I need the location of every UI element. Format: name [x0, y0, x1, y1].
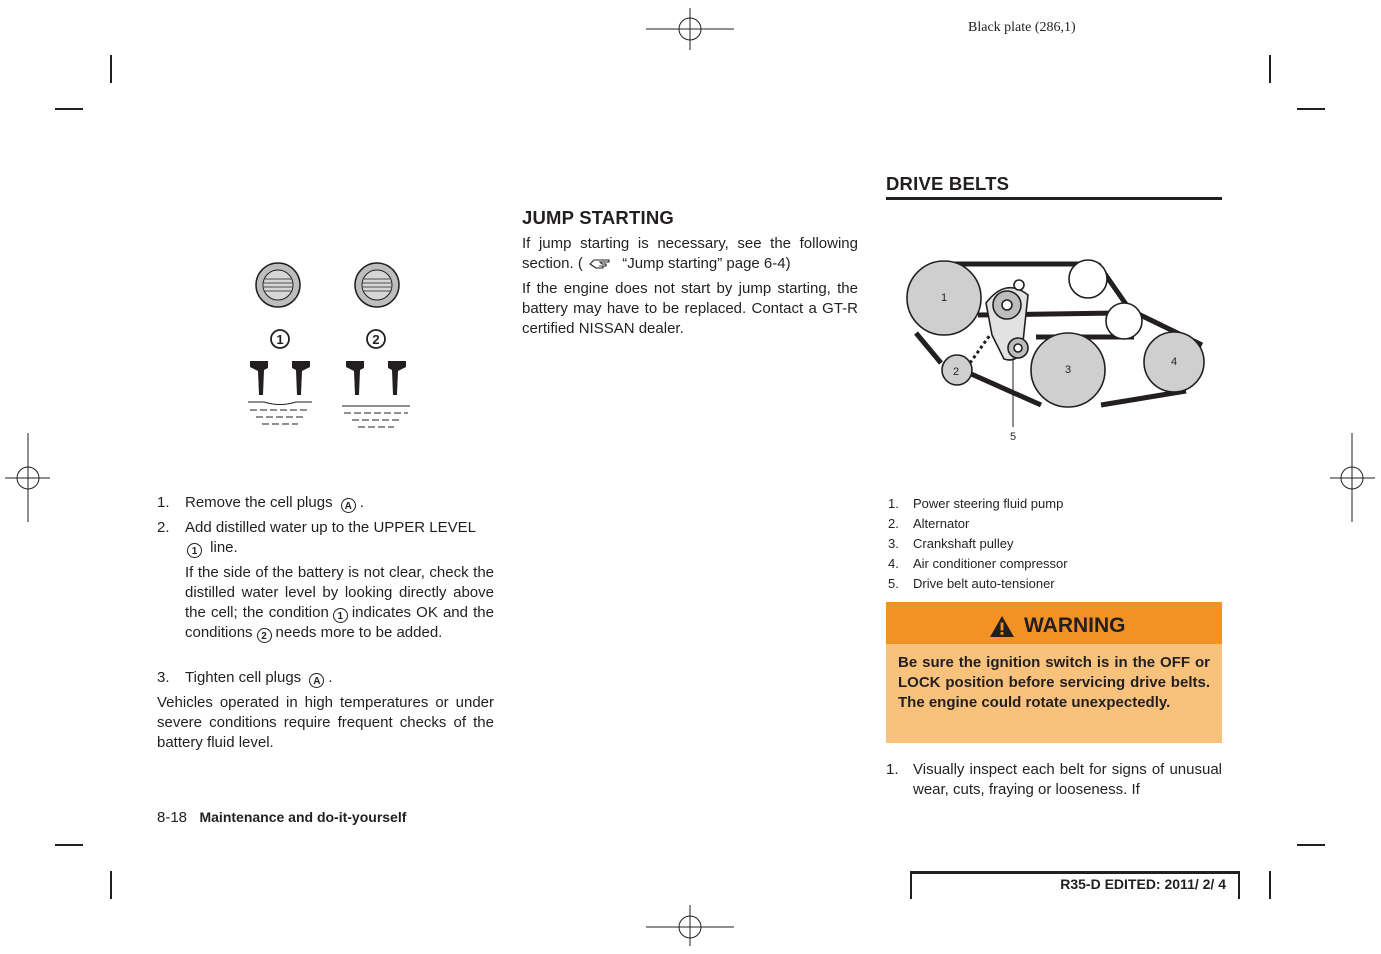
legend-text: Crankshaft pulley — [913, 536, 1014, 551]
condition-label-2: 2 — [372, 332, 380, 347]
step-number: 1. — [886, 761, 899, 778]
step-text: Add distilled water up to the UPPER LEVEL — [185, 519, 476, 536]
warning-triangle-icon — [989, 615, 1015, 638]
cell-plug-icon — [256, 263, 300, 307]
heading-rule — [886, 197, 1222, 200]
legend-text: Alternator — [913, 516, 970, 531]
step-2-note — [185, 563, 494, 668]
step-2 — [157, 518, 494, 563]
step-number: 2. — [157, 519, 170, 536]
diagram-label-4: 4 — [1170, 356, 1178, 368]
legend-item — [888, 554, 1222, 574]
legend-item — [888, 514, 1222, 534]
note-text: If the side of the battery is not clear, check the distilled water level by looking directly above the cell; the condition — [185, 564, 494, 621]
step-text: Tighten cell plugs — [185, 669, 302, 686]
edit-stamp: R35-D EDITED: 2011/ 2/ 4 — [1060, 876, 1226, 892]
step-number: 3. — [157, 669, 170, 686]
step-number: 1. — [157, 494, 170, 511]
symbol-2-icon: 2 — [257, 628, 272, 643]
page-footer — [157, 809, 406, 827]
closing-paragraph: Vehicles operated in high temperatures or under severe conditions require frequent checks of the battery fluid level. — [157, 694, 494, 751]
legend-item — [888, 574, 1222, 594]
legend-text: Air conditioner compressor — [913, 556, 1068, 571]
diagram-label-1: 1 — [940, 292, 948, 304]
legend-item — [888, 494, 1222, 514]
symbol-A-icon: A — [341, 498, 356, 513]
jump-starting-body — [522, 234, 858, 339]
step-text-end: line. — [210, 539, 238, 556]
drive-belts-heading: DRIVE BELTS — [886, 173, 1010, 194]
paragraph-text: “Jump starting” page 6-4) — [622, 255, 791, 272]
legend-number: 2. — [888, 516, 899, 531]
legend-text: Drive belt auto-tensioner — [913, 576, 1055, 591]
step-text: Visually inspect each belt for signs of unusual wear, cuts, fraying or looseness. If — [913, 761, 1222, 798]
legend-number: 3. — [888, 536, 899, 551]
jump-starting-heading: JUMP STARTING — [522, 207, 674, 228]
page-number: 8-18 — [157, 809, 188, 826]
diagram-label-3: 3 — [1064, 364, 1072, 376]
edit-stamp-box — [910, 871, 1240, 899]
condition-label-1: 1 — [276, 332, 284, 347]
battery-fluid-level-figure — [240, 255, 420, 435]
step-text-end: . — [328, 669, 333, 686]
legend-number: 4. — [888, 556, 899, 571]
symbol-A-icon: A — [309, 673, 324, 688]
symbol-1-icon: 1 — [187, 543, 202, 558]
step-text-end: . — [359, 494, 364, 511]
diagram-label-2: 2 — [952, 366, 960, 378]
diagram-legend — [888, 494, 1222, 594]
symbol-1-icon: 1 — [333, 608, 348, 623]
section-title: Maintenance and do-it-yourself — [199, 809, 407, 825]
cell-plug-icon — [355, 263, 399, 307]
warning-text: Be sure the ignition switch is in the OFF or LOCK position before servicing drive belts. The engine could rotate unexpectedly. — [898, 654, 1210, 711]
jump-starting-paragraph-2: If the engine does not start by jump starting, the battery may have to be replaced. Contact a GT-R certified NISSAN dealer. — [522, 280, 858, 337]
diagram-label-5: 5 — [1009, 431, 1017, 443]
step-text: Remove the cell plugs — [185, 494, 333, 511]
drive-belt-diagram — [886, 255, 1222, 450]
legend-item — [888, 534, 1222, 554]
warning-title: WARNING — [1024, 614, 1126, 637]
battery-steps — [157, 493, 494, 753]
drive-belt-step-1 — [886, 760, 1222, 800]
jump-starting-paragraph-1 — [522, 234, 858, 274]
legend-number: 1. — [888, 496, 899, 511]
note-text: needs more to be added. — [275, 624, 443, 641]
note-text: indicates OK and the conditions — [185, 604, 494, 641]
step-1 — [157, 493, 494, 518]
step-3 — [157, 668, 494, 693]
paragraph-text: If jump starting is necessary, see the following section. ( — [522, 235, 858, 272]
legend-number: 5. — [888, 576, 899, 591]
plate-label: Black plate (286,1) — [968, 20, 1076, 35]
pointing-hand-icon — [589, 255, 615, 271]
legend-text: Power steering fluid pump — [913, 496, 1064, 511]
